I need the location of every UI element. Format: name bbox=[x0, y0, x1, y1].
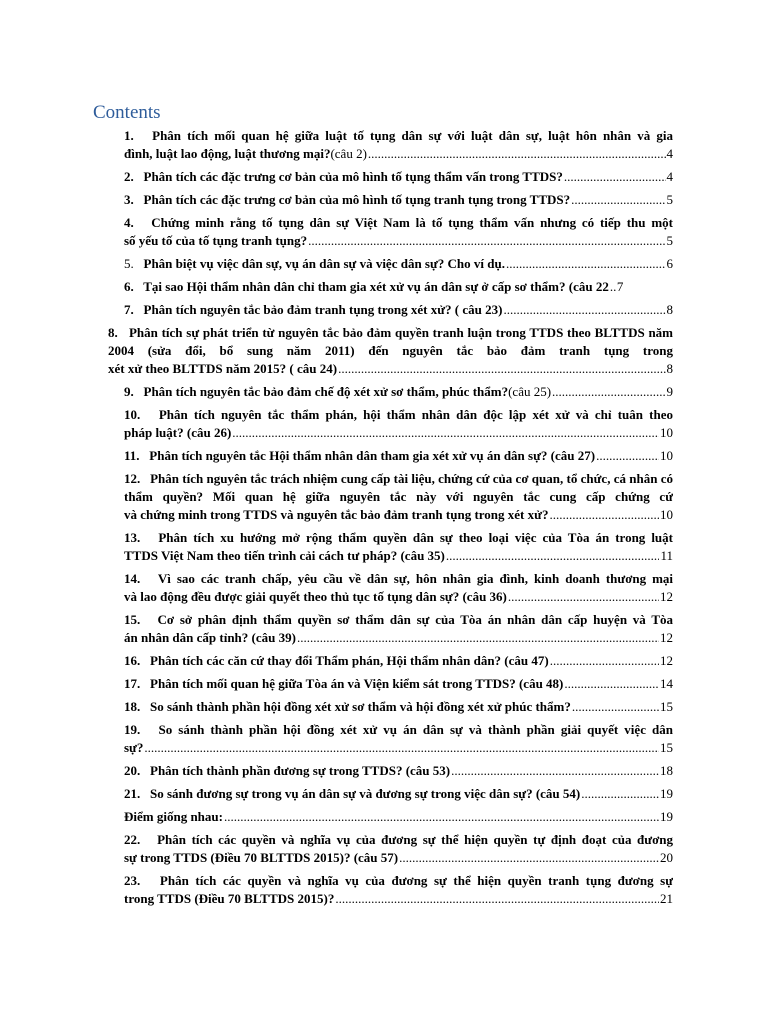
toc-entry[interactable] bbox=[124, 191, 673, 209]
toc-dot-leader bbox=[338, 360, 665, 378]
toc-entry-title-last: 17. Phân tích mối quan hệ giữa Tòa án và Viện kiểm sát trong TTDS? (câu 48) bbox=[124, 676, 564, 691]
toc-entry-text bbox=[124, 611, 673, 629]
toc-list bbox=[0, 125, 768, 908]
toc-entry-leader-line bbox=[124, 588, 673, 606]
toc-entry-title-last: 9. Phân tích nguyên tắc bảo đảm chế độ xét xử sơ thẩm, phúc thẩm?(câu 25) bbox=[124, 384, 552, 399]
toc-dot-leader bbox=[144, 739, 659, 757]
toc-dot-leader bbox=[399, 849, 659, 867]
toc-entry-text bbox=[124, 570, 673, 588]
toc-entry-number: 14. bbox=[124, 571, 158, 586]
toc-dot-leader bbox=[552, 383, 665, 401]
toc-page-number: 10 bbox=[660, 448, 673, 463]
toc-dot-leader bbox=[335, 890, 659, 908]
toc-entry-question-ref: (câu 2) bbox=[330, 146, 367, 161]
toc-page-number: 20 bbox=[660, 850, 673, 865]
toc-entry-number: 17. bbox=[124, 676, 150, 691]
toc-entry-leader-line bbox=[124, 547, 673, 565]
toc-entry-number: 4. bbox=[124, 215, 152, 230]
toc-entry-title: Phân tích mối quan hệ giữa luật tố tụng dân sự với luật dân sự, luật hôn nhân và gia bbox=[152, 128, 673, 143]
toc-page-number: 14 bbox=[660, 676, 673, 691]
toc-entry-title: Chứng minh rằng tố tụng dân sự Việt Nam là tố tụng thẩm vấn nhưng có tiếp thu một bbox=[151, 215, 673, 230]
toc-page-number: 7 bbox=[616, 279, 624, 294]
toc-dot-leader bbox=[446, 547, 660, 565]
toc-entry[interactable] bbox=[124, 529, 673, 565]
toc-entry[interactable] bbox=[124, 301, 673, 319]
toc-entry-leader-line bbox=[124, 675, 673, 693]
toc-dot-leader bbox=[232, 424, 659, 442]
toc-entry[interactable] bbox=[124, 721, 673, 757]
toc-entry-number: 19. bbox=[124, 722, 159, 737]
toc-entry-text bbox=[124, 214, 673, 232]
toc-entry-leader-line bbox=[124, 232, 673, 250]
toc-heading: Contents bbox=[93, 102, 161, 123]
toc-entry-leader-line bbox=[124, 808, 673, 826]
toc-entry[interactable] bbox=[124, 785, 673, 803]
toc-entry-title: Phân tích xu hướng mở rộng thẩm quyền dân sự theo loại việc của Tòa án trong luật bbox=[158, 530, 673, 545]
toc-entry-leader-line bbox=[124, 424, 673, 442]
toc-entry-title-last: Điểm giống nhau: bbox=[124, 809, 223, 824]
toc-entry-text bbox=[124, 470, 673, 506]
toc-page-number: 4 bbox=[666, 169, 673, 184]
toc-entry-leader-line bbox=[124, 698, 673, 716]
toc-entry-number: 12. bbox=[124, 471, 151, 486]
toc-entry-title-last: án nhân dân cấp tỉnh? (câu 39) bbox=[124, 630, 296, 645]
toc-entry[interactable] bbox=[124, 214, 673, 250]
toc-dot-leader bbox=[549, 506, 659, 524]
toc-page-number: 12 bbox=[660, 630, 673, 645]
toc-entry[interactable] bbox=[124, 698, 673, 716]
toc-dot-leader bbox=[503, 301, 665, 319]
toc-entry-title-last: và chứng minh trong TTDS và nguyên tắc bảo đảm tranh tụng trong xét xử? bbox=[124, 507, 549, 522]
toc-entry-leader-line bbox=[124, 447, 673, 465]
toc-page-number: 12 bbox=[660, 589, 673, 604]
toc-dot-leader bbox=[571, 191, 665, 209]
toc-entry[interactable] bbox=[124, 570, 673, 606]
toc-entry[interactable] bbox=[124, 872, 673, 908]
toc-entry-leader-line bbox=[108, 360, 673, 378]
toc-dot-leader bbox=[572, 698, 659, 716]
toc-entry-number: 18. bbox=[124, 699, 150, 714]
toc-dot-leader bbox=[564, 675, 659, 693]
toc-page-number: 19 bbox=[660, 786, 673, 801]
toc-entry[interactable] bbox=[124, 255, 673, 273]
toc-page-number: 12 bbox=[660, 653, 673, 668]
toc-entry-leader-line bbox=[124, 739, 673, 757]
toc-entry-question-ref: (câu 25) bbox=[508, 384, 552, 399]
toc-entry[interactable] bbox=[124, 652, 673, 670]
toc-entry[interactable] bbox=[124, 278, 673, 296]
toc-entry-title-last: 20. Phân tích thành phần đương sự trong TTDS? (câu 53) bbox=[124, 763, 451, 778]
toc-dot-leader bbox=[508, 588, 659, 606]
toc-entry-title-last: và lao động đều được giải quyết theo thủ tục tố tụng dân sự? (câu 36) bbox=[124, 589, 507, 604]
toc-entry-text bbox=[124, 127, 673, 145]
toc-entry-number: 20. bbox=[124, 763, 150, 778]
toc-entry-title-last: 11. Phân tích nguyên tắc Hội thẩm nhân dân tham gia xét xử vụ án dân sự? (câu 27) bbox=[124, 448, 596, 463]
toc-entry-text bbox=[124, 529, 673, 547]
toc-entry[interactable] bbox=[124, 127, 673, 163]
toc-entry-title-last: 21. So sánh đương sự trong vụ án dân sự và đương sự trong việc dân sự? (câu 54) bbox=[124, 786, 581, 801]
toc-page-number: 5 bbox=[666, 233, 673, 248]
toc-entry-title: Vì sao các tranh chấp, yêu cầu về dân sự, hôn nhân gia đình, kinh doanh thương mại bbox=[157, 571, 673, 586]
toc-entry-number: 23. bbox=[124, 873, 160, 888]
toc-page-number: 21 bbox=[660, 891, 673, 906]
toc-entry-title-last: 2. Phân tích các đặc trưng cơ bản của mô hình tố tụng thẩm vấn trong TTDS? bbox=[124, 169, 563, 184]
toc-entry[interactable] bbox=[124, 406, 673, 442]
toc-entry-title-last: 18. So sánh thành phần hội đồng xét xử sơ thẩm và hội đồng xét xử phúc thẩm? bbox=[124, 699, 571, 714]
toc-entry-title-last: xét xử theo BLTTDS năm 2015? ( câu 24) bbox=[108, 361, 338, 376]
toc-entry-leader-line bbox=[124, 785, 673, 803]
toc-entry-leader-line bbox=[124, 629, 673, 647]
toc-entry-title: Phân tích các quyền và nghĩa vụ của đương sự thể hiện quyền tự định đoạt của đương bbox=[157, 832, 673, 847]
toc-dot-leader bbox=[610, 278, 616, 296]
toc-entry-leader-line bbox=[124, 383, 673, 401]
toc-entry-title-last: 6. Tại sao Hội thẩm nhân dân chỉ tham gia xét xử vụ án dân sự ở cấp sơ thẩm? (câu 22 bbox=[124, 279, 609, 294]
toc-entry[interactable] bbox=[124, 675, 673, 693]
toc-entry-number: 10. bbox=[124, 407, 159, 422]
toc-entry[interactable] bbox=[124, 470, 673, 524]
toc-entry-number: 2. bbox=[124, 169, 144, 184]
toc-entry-number: 8. bbox=[108, 325, 129, 340]
toc-dot-leader bbox=[596, 447, 659, 465]
toc-entry[interactable] bbox=[124, 168, 673, 186]
toc-entry-title: Phân tích nguyên tắc trách nhiệm cung cấp tài liệu, chứng cứ của cơ quan, tổ chức, cá nhân có thẩm quyền? Mối quan hệ giữa nguyên tắc này với nguyên tắc cung cấp chứng cứ bbox=[124, 471, 673, 504]
toc-entry-text bbox=[124, 721, 673, 739]
toc-entry-title-last: 5. Phân biệt vụ việc dân sự, vụ án dân sự và việc dân sự? Cho ví dụ. bbox=[124, 256, 505, 271]
toc-entry-leader-line bbox=[124, 278, 673, 296]
toc-entry-leader-line bbox=[124, 849, 673, 867]
toc-entry-title-last: 16. Phân tích các căn cứ thay đổi Thẩm phán, Hội thẩm nhân dân? (câu 47) bbox=[124, 653, 549, 668]
toc-entry-number: 7. bbox=[124, 302, 144, 317]
toc-page-number: 15 bbox=[660, 699, 673, 714]
toc-entry-number: 21. bbox=[124, 786, 150, 801]
toc-entry-number: 9. bbox=[124, 384, 144, 399]
toc-entry-leader-line bbox=[124, 652, 673, 670]
toc-entry-text bbox=[124, 831, 673, 849]
toc-entry-leader-line bbox=[124, 255, 673, 273]
toc-entry-leader-line bbox=[124, 506, 673, 524]
toc-entry-text bbox=[124, 872, 673, 890]
toc-entry-title: So sánh thành phần hội đồng xét xử vụ án dân sự và thành phần giải quyết việc dân bbox=[158, 722, 673, 737]
toc-page-number: 10 bbox=[660, 425, 673, 440]
toc-page-number: 15 bbox=[660, 740, 673, 755]
toc-entry-leader-line bbox=[124, 168, 673, 186]
toc-entry-leader-line bbox=[124, 191, 673, 209]
toc-entry-title: Phân tích nguyên tắc thẩm phán, hội thẩm nhân dân độc lập xét xử và chỉ tuân theo bbox=[158, 407, 673, 422]
toc-entry-title: Phân tích các quyền và nghĩa vụ của đương sự thể hiện quyền tranh tụng đương sự bbox=[159, 873, 673, 888]
toc-entry-leader-line bbox=[124, 301, 673, 319]
toc-entry-leader-line bbox=[124, 145, 673, 163]
toc-entry[interactable] bbox=[124, 383, 673, 401]
toc-page-number: 18 bbox=[660, 763, 673, 778]
toc-dot-leader bbox=[224, 808, 659, 826]
toc-page-number: 8 bbox=[666, 302, 673, 317]
toc-entry-number: 22. bbox=[124, 832, 158, 847]
toc-entry[interactable] bbox=[124, 611, 673, 647]
toc-dot-leader bbox=[550, 652, 659, 670]
toc-entry-title: Cơ sở phân định thẩm quyền sơ thẩm dân sự của Tòa án nhân dân cấp huyện và Tòa bbox=[157, 612, 673, 627]
toc-entry-number: 16. bbox=[124, 653, 150, 668]
toc-entry-title-last: sự trong TTDS (Điều 70 BLTTDS 2015)? (câu 57) bbox=[124, 850, 399, 865]
toc-entry[interactable] bbox=[124, 831, 673, 867]
toc-page-number: 8 bbox=[666, 361, 673, 376]
toc-dot-leader bbox=[451, 762, 659, 780]
toc-page-number: 11 bbox=[660, 548, 673, 563]
toc-entry-title-last: 3. Phân tích các đặc trưng cơ bản của mô hình tố tụng tranh tụng trong TTDS? bbox=[124, 192, 571, 207]
toc-entry-text bbox=[108, 324, 673, 360]
toc-entry-title-last: 7. Phân tích nguyên tắc bảo đảm tranh tụng trong xét xử? ( câu 23) bbox=[124, 302, 503, 317]
toc-entry-number: 11. bbox=[124, 448, 150, 463]
toc-entry-number: 1. bbox=[124, 128, 153, 143]
toc-dot-leader bbox=[297, 629, 659, 647]
toc-entry-title-last: sự? bbox=[124, 740, 144, 755]
toc-dot-leader bbox=[581, 785, 659, 803]
toc-entry-number: 13. bbox=[124, 530, 159, 545]
toc-entry-title-last: pháp luật? (câu 26) bbox=[124, 425, 232, 440]
toc-entry-number: 5. bbox=[124, 256, 144, 271]
toc-entry-title-last: TTDS Việt Nam theo tiến trình cải cách tư pháp? (câu 35) bbox=[124, 548, 445, 563]
toc-entry-leader-line bbox=[124, 890, 673, 908]
toc-entry-text bbox=[124, 406, 673, 424]
toc-entry-title: Phân tích sự phát triển từ nguyên tắc bảo đảm quyền tranh luận trong TTDS theo BLTTDS năm 2004 (sửa đổi, bổ sung năm 2011) đến nguyên tắc bảo đảm tranh tụng trong bbox=[108, 325, 673, 358]
toc-entry-number: 3. bbox=[124, 192, 144, 207]
toc-entry-title-last: số yếu tố của tố tụng tranh tụng? bbox=[124, 233, 308, 248]
toc-dot-leader bbox=[308, 232, 665, 250]
toc-entry[interactable] bbox=[124, 447, 673, 465]
toc-page-number: 19 bbox=[660, 809, 673, 824]
toc-entry-number: 6. bbox=[124, 279, 144, 294]
toc-page-number: 9 bbox=[666, 384, 673, 399]
toc-entry-title-last: đình, luật lao động, luật thương mại?(câu 2) bbox=[124, 146, 367, 161]
toc-page-number: 6 bbox=[666, 256, 673, 271]
toc-entry-leader-line bbox=[124, 762, 673, 780]
toc-page-number: 5 bbox=[666, 192, 673, 207]
toc-dot-leader bbox=[564, 168, 666, 186]
toc-page-number: 10 bbox=[660, 507, 673, 522]
toc-dot-leader bbox=[368, 145, 666, 163]
toc-entry-number: 15. bbox=[124, 612, 158, 627]
toc-dot-leader bbox=[506, 255, 666, 273]
toc-entry-title-last: trong TTDS (Điều 70 BLTTDS 2015)? bbox=[124, 891, 335, 906]
toc-entry[interactable] bbox=[124, 808, 673, 826]
toc-entry[interactable] bbox=[124, 762, 673, 780]
toc-page-number: 4 bbox=[666, 146, 673, 161]
toc-entry[interactable] bbox=[108, 324, 673, 378]
